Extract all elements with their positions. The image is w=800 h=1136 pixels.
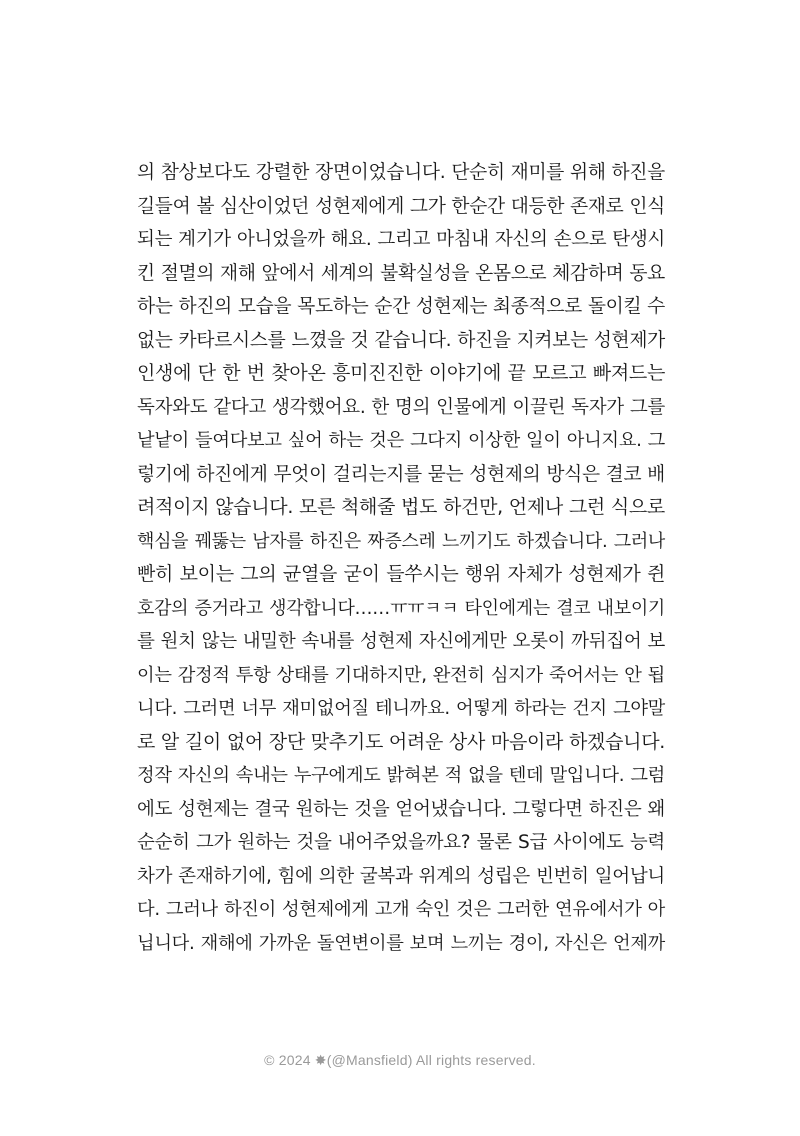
text-line: 차가 존재하기에, 힘에 의한 굴복과 위계의 성립은 빈번히 일어납니 <box>137 865 665 887</box>
text-line: 독자와도 같다고 생각했어요. 한 명의 인물에게 이끌린 독자가 그를 <box>137 396 665 418</box>
text-line: 에도 성현제는 결국 원하는 것을 얻어냈습니다. 그렇다면 하진은 왜 <box>137 798 665 820</box>
text-line: 의 참상보다도 강렬한 장면이었습니다. 단순히 재미를 위해 하진을 <box>137 162 665 183</box>
text-line: 호감의 증거라고 생각합니다……ㅠㅠㅋㅋ 타인에게는 결코 내보이기 <box>137 597 665 619</box>
text-line: 핵심을 꿰뚫는 남자를 하진은 짜증스레 느끼기도 하겠습니다. 그러나 <box>137 530 665 552</box>
text-line: 낱낱이 들여다보고 싶어 하는 것은 그다지 이상한 일이 아니지요. 그 <box>137 430 665 451</box>
text-line: 순순히 그가 원하는 것을 내어주었을까요? 물론 S급 사이에도 능력 <box>137 832 665 853</box>
text-line: 하는 하진의 모습을 목도하는 순간 성현제는 최종적으로 돌이킬 수 <box>137 296 665 317</box>
text-line: 를 원치 않는 내밀한 속내를 성현제 자신에게만 오롯이 까뒤집어 보 <box>137 631 665 652</box>
text-line: 이는 감정적 투항 상태를 기대하지만, 완전히 심지가 죽어서는 안 됩 <box>137 664 665 686</box>
text-line: 니다. 그러면 너무 재미없어질 테니까요. 어떻게 하라는 건지 그야말 <box>137 698 665 719</box>
text-line: 빤히 보이는 그의 균열을 굳이 들쑤시는 행위 자체가 성현제가 쥔 <box>137 563 665 585</box>
text-line: 다. 그러나 하진이 성현제에게 고개 숙인 것은 그러한 연유에서가 아 <box>137 899 665 920</box>
text-line: 정작 자신의 속내는 누구에게도 밝혀본 적 없을 텐데 말입니다. 그럼 <box>137 765 665 786</box>
copyright-footer: © 2024 ✸(@Mansfield) All rights reserved. <box>264 1052 536 1068</box>
page-body-text <box>137 156 665 960</box>
text-line: 인생에 단 한 번 찾아온 흥미진진한 이야기에 끝 모르고 빠져드는 <box>137 362 665 384</box>
text-line: 없는 카타르시스를 느꼈을 것 같습니다. 하진을 지켜보는 성현제가 <box>137 329 665 351</box>
text-line: 킨 절멸의 재해 앞에서 세계의 불확실성을 온몸으로 체감하며 동요 <box>137 262 665 284</box>
text-line: 로 알 길이 없어 장단 맞추기도 어려운 상사 마음이라 하겠습니다. <box>137 730 665 753</box>
text-line: 길들여 볼 심산이었던 성현제에게 그가 한순간 대등한 존재로 인식 <box>137 195 665 217</box>
text-line: 닙니다. 재해에 가까운 돌연변이를 보며 느끼는 경이, 자신은 언제까 <box>137 932 665 954</box>
text-line: 렇기에 하진에게 무엇이 걸리는지를 묻는 성현제의 방식은 결코 배 <box>137 463 665 485</box>
text-line: 려적이지 않습니다. 모른 척해줄 법도 하건만, 언제나 그런 식으로 <box>137 496 665 518</box>
text-line: 되는 계기가 아니었을까 해요. 그리고 마침내 자신의 손으로 탄생시 <box>137 229 665 250</box>
